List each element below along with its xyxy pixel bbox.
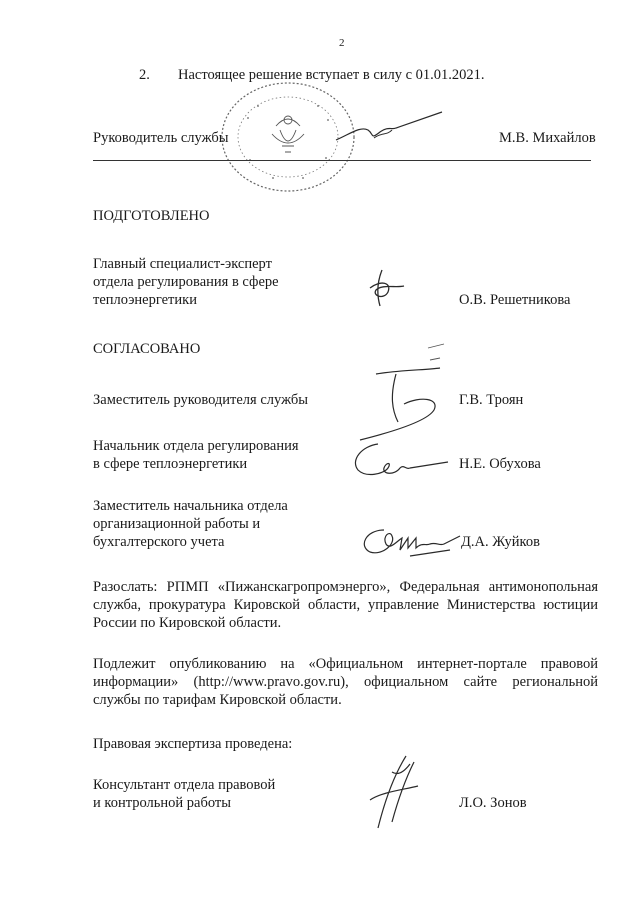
prepared-name: О.В. Решетникова [459,292,571,308]
prepared-heading: ПОДГОТОВЛЕНО [93,208,210,224]
legal-signature-zonov [362,752,422,832]
agreed-signature-zhuikov [356,516,464,560]
agreed-signature-obukhova [348,438,452,480]
distribution-paragraph: Разослать: РПМП «Пижанскагропромэнерго», Федеральная антимонопольная служба, прокуратура Кировской области, управление Министерства юстиции России по Кировской области. [93,579,598,631]
agreed-position-line: бухгалтерского учета [93,534,225,550]
agreed-name: Н.Е. Обухова [459,456,541,472]
agreed-position-line: Заместитель начальника отдела [93,498,288,514]
legal-position-line: и контрольной работы [93,795,231,811]
agreed-signature-troyan [340,340,460,450]
prepared-position-line: отдела регулирования в сфере [93,274,279,290]
legal-review-note: Правовая экспертиза проведена: [93,736,293,752]
prepared-position-line: Главный специалист-эксперт [93,256,272,272]
agreed-position-line: Начальник отдела регулирования [93,438,299,454]
head-signature [330,110,450,150]
horizontal-rule [93,160,591,161]
head-position: Руководитель службы [93,130,229,146]
agreed-position-line: в сфере теплоэнергетики [93,456,248,472]
head-name: М.В. Михайлов [499,130,596,146]
agreed-heading: СОГЛАСОВАНО [93,341,201,357]
legal-name: Л.О. Зонов [459,795,527,811]
agreed-position-line: организационной работы и [93,516,261,532]
publication-paragraph: Подлежит опубликованию на «Официальном интернет-портале правовой информации» (http://www.pravo.gov.ru), официальном сайте региональной службы по тарифам Кировской области. [93,656,598,708]
agreed-name: Г.В. Троян [459,392,524,408]
agreed-position-line: Заместитель руководителя службы [93,392,309,408]
prepared-signature [362,266,412,312]
page-number: 2 [339,37,345,49]
prepared-position-line: теплоэнергетики [93,292,197,308]
legal-position-line: Консультант отдела правовой [93,777,276,793]
item-number: 2. [139,67,150,83]
agreed-name: Д.А. Жуйков [461,534,540,550]
item-text: Настоящее решение вступает в силу с 01.01.2021. [178,67,485,83]
